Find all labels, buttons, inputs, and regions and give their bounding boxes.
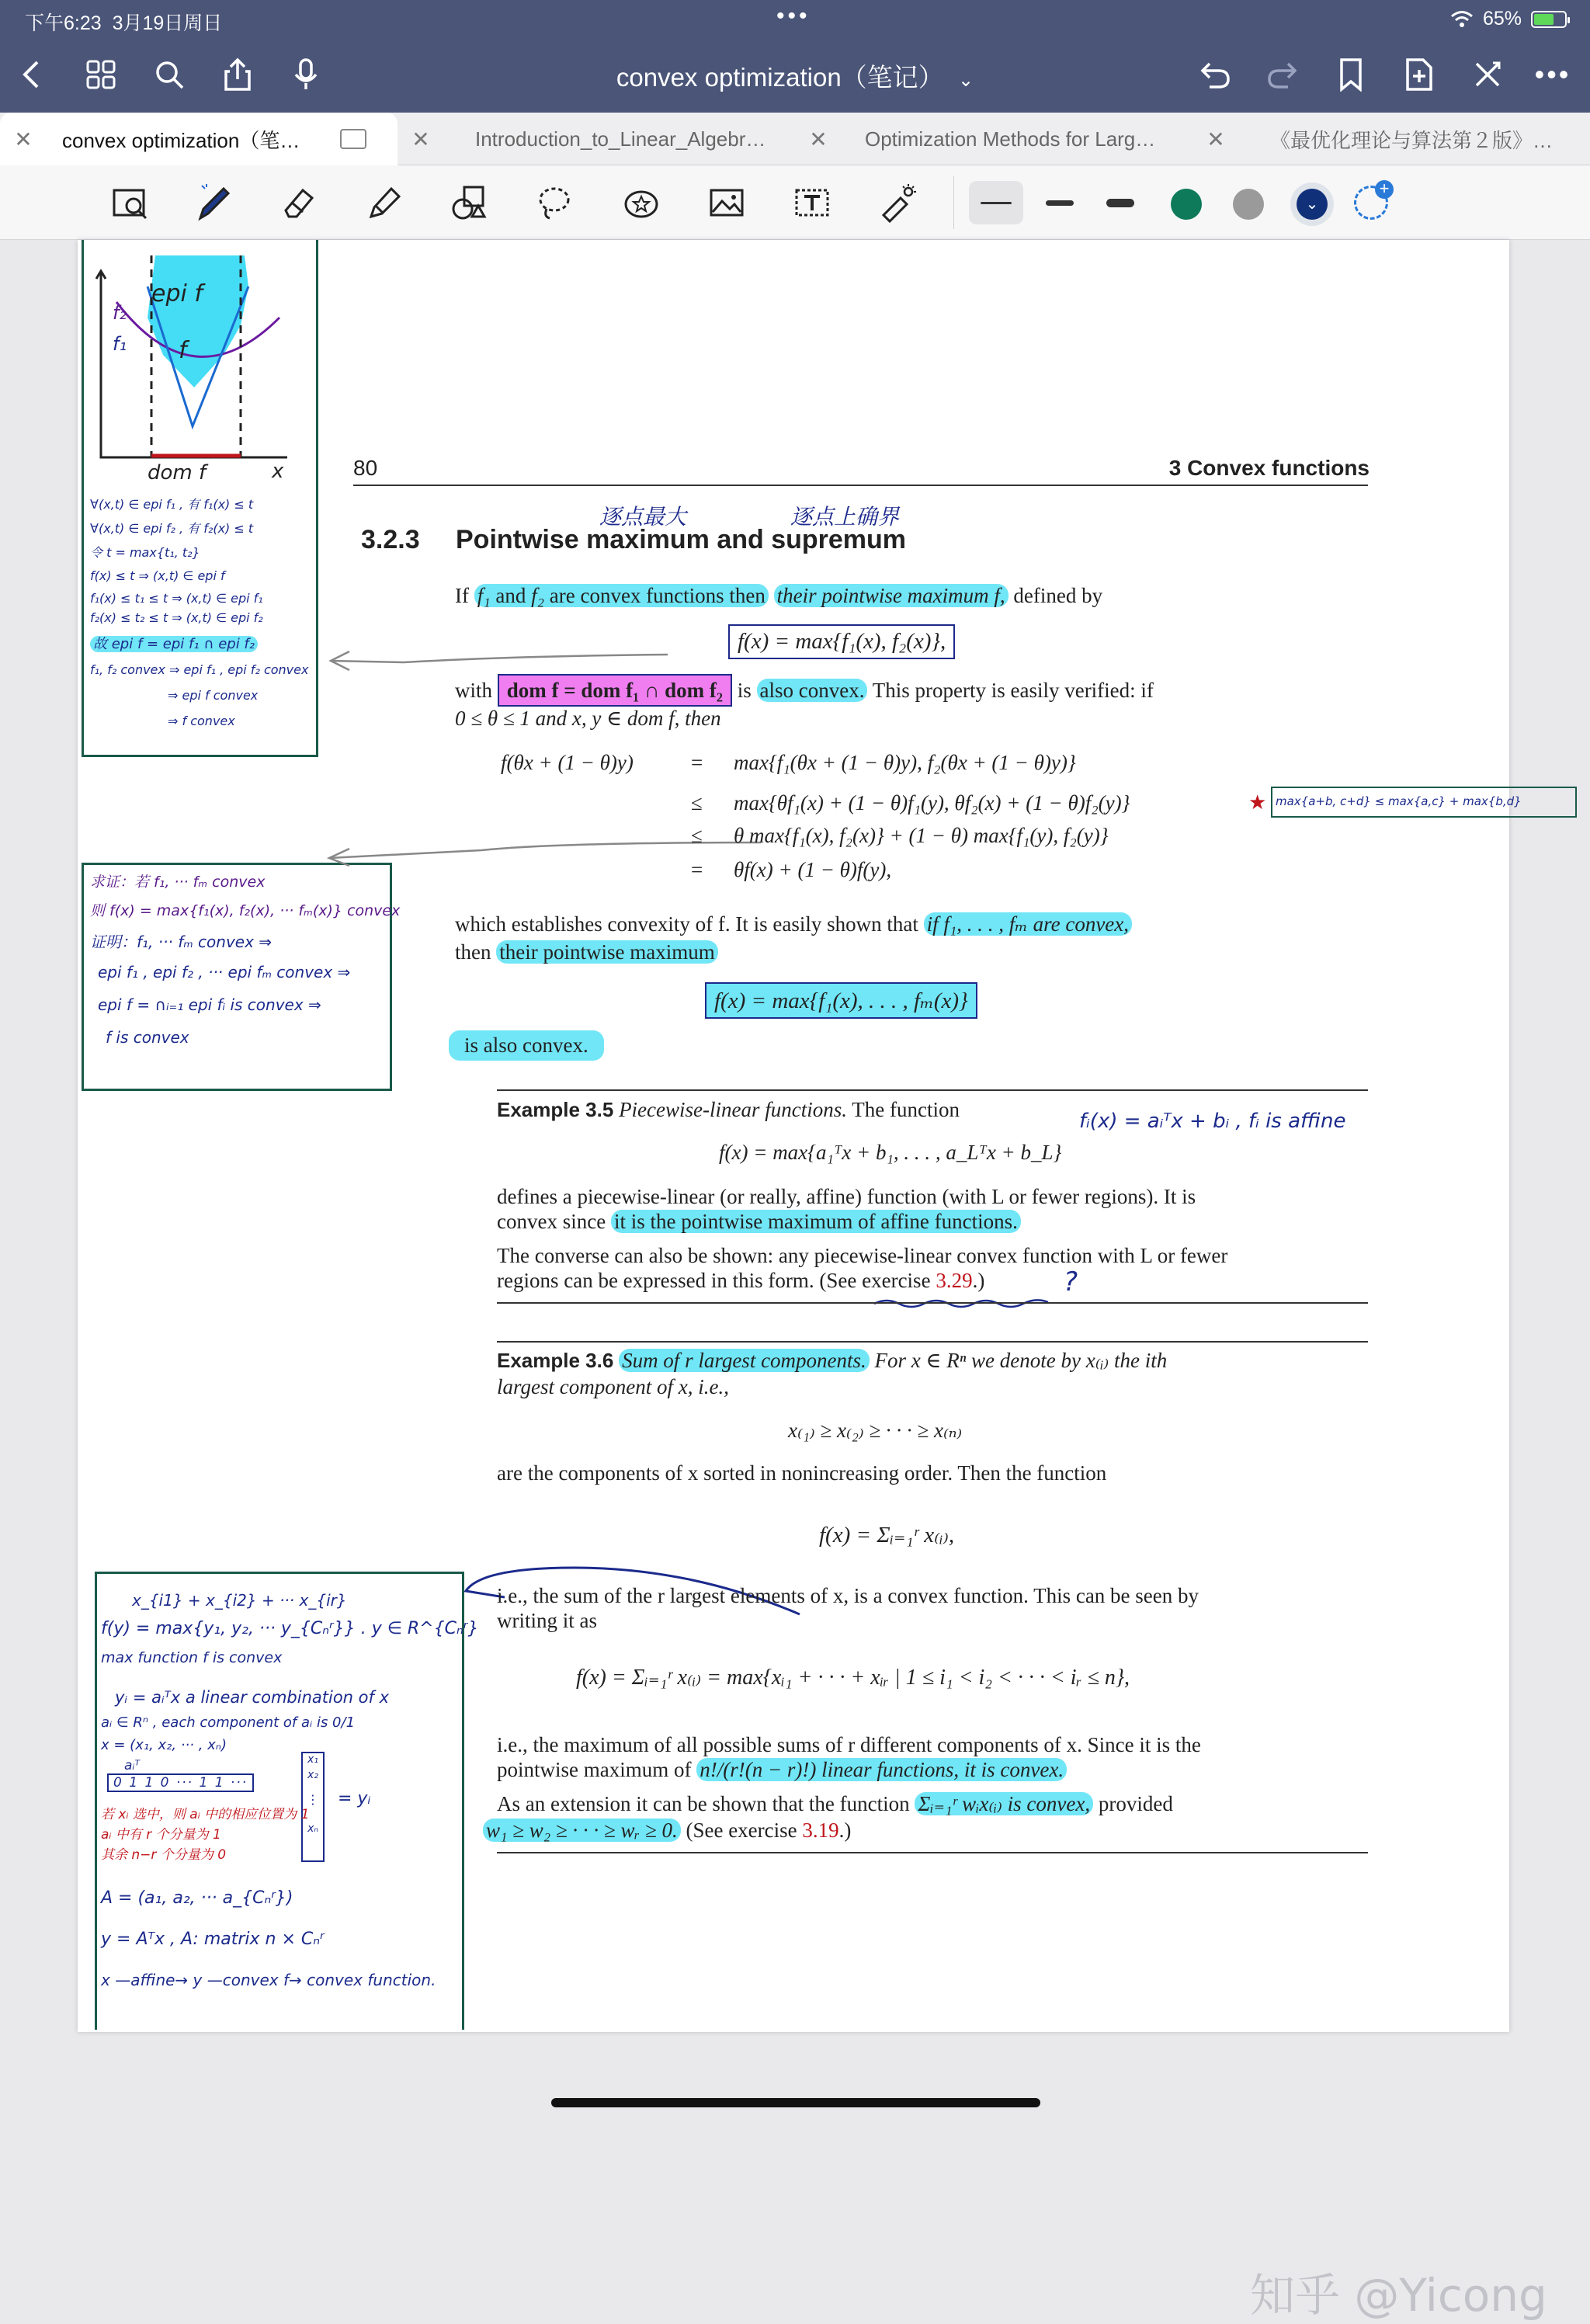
bookmark-icon[interactable] bbox=[1328, 51, 1374, 98]
note-epi-label: epi f bbox=[151, 280, 203, 307]
home-indicator[interactable] bbox=[551, 2098, 1040, 2107]
chapter-header: 3 Convex functions bbox=[1168, 456, 1370, 480]
eq-rhs-3: θ max{f₁(x), f₂(x)} + (1 − θ) max{f₁(y), f₂(y)} bbox=[734, 824, 1109, 847]
laser-pointer-icon[interactable] bbox=[873, 179, 922, 226]
eq-rhs-2: max{θf₁(x) + (1 − θ)f₁(y), θf₂(x) + (1 − θ)f₂(y)} bbox=[734, 791, 1130, 815]
eq-rel-2: ≤ bbox=[691, 791, 703, 815]
status-bar bbox=[0, 0, 1590, 37]
color-navy-selected-button[interactable]: ⌄ bbox=[1290, 182, 1334, 226]
chevron-down-icon[interactable]: ⌄ bbox=[958, 70, 974, 91]
status-time: 下午6:23 3月19日周日 bbox=[25, 12, 223, 34]
add-page-icon[interactable] bbox=[1396, 51, 1442, 98]
close-tab-icon[interactable]: ✕ bbox=[14, 127, 33, 151]
affine-note: fᵢ(x) = aᵢᵀx + bᵢ , fᵢ is affine bbox=[1079, 1110, 1346, 1133]
color-green-button[interactable] bbox=[1171, 189, 1202, 220]
shapes-icon[interactable] bbox=[444, 179, 494, 226]
paragraph-3-end: is also convex. bbox=[449, 1030, 604, 1061]
add-color-icon[interactable]: + bbox=[1354, 186, 1388, 220]
equation-max-f1-f2: f(x) = max{f₁(x), f₂(x)}, bbox=[728, 624, 955, 659]
example-3-5-bottom-rule bbox=[497, 1302, 1368, 1304]
example-3-6-text-8: w₁ ≥ w₂ ≥ · · · ≥ wᵣ ≥ 0. (See exercise 3.19.) bbox=[483, 1819, 851, 1843]
document-title[interactable]: convex optimization（笔记） ⌄ bbox=[616, 63, 974, 92]
paragraph-2: with dom f = dom f₁ ∩ dom f₂ is also convex. This property is easily verified: if bbox=[455, 679, 1154, 703]
example-3-6-text-5: i.e., the maximum of all possible sums of r different components of x. Since it is the bbox=[497, 1733, 1201, 1756]
example-3-6-text-3: i.e., the sum of the r largest elements of x, is a convex function. This can be seen by bbox=[497, 1584, 1199, 1607]
split-view-icon[interactable] bbox=[340, 129, 366, 149]
annot-pointwise-sup: 逐点上确界 bbox=[790, 504, 900, 530]
stroke-thick-button[interactable] bbox=[1093, 181, 1147, 224]
tab-bar bbox=[0, 113, 1590, 165]
battery-icon bbox=[1531, 11, 1567, 28]
stroke-medium-button[interactable] bbox=[1033, 181, 1087, 224]
example-3-6-bottom-rule bbox=[497, 1852, 1368, 1853]
image-icon[interactable] bbox=[702, 179, 752, 226]
note-x-label: x bbox=[272, 460, 284, 483]
lasso-icon[interactable] bbox=[529, 179, 579, 226]
stroke-thin-button[interactable] bbox=[969, 181, 1023, 224]
equation-max-fm: f(x) = max{f₁(x), . . . , fₘ(x)} bbox=[705, 982, 977, 1019]
example-3-6-text-6: pointwise maximum of n!/(r!(n − r)!) linear functions, it is convex. bbox=[497, 1758, 1067, 1782]
question-mark-note: ? bbox=[1064, 1266, 1078, 1297]
paragraph-3-line-2: then their pointwise maximum bbox=[455, 940, 718, 964]
highlighter-icon[interactable] bbox=[359, 179, 408, 226]
document-area[interactable] bbox=[0, 240, 1590, 2322]
tab-optimization-theory[interactable]: ✕ 《最优化理论与算法第２版》… bbox=[1192, 113, 1590, 165]
example-3-6-text-2: are the components of x sorted in nonincreasing order. Then the function bbox=[497, 1461, 1107, 1485]
redo-icon[interactable] bbox=[1259, 51, 1306, 98]
example-3-6-max-eq: f(x) = Σᵢ₌₁ʳ x₍ᵢ₎ = max{xᵢ₁ + · · · + xᵢᵣ | 1 ≤ i₁ < i₂ < · · · < iᵣ ≤ n}, bbox=[576, 1666, 1130, 1690]
example-3-6-top-rule bbox=[497, 1341, 1368, 1343]
wifi-icon bbox=[1450, 10, 1474, 29]
tab-optimization-methods[interactable]: ✕ Optimization Methods for Larg… bbox=[795, 113, 1192, 165]
example-3-6-text-1: largest component of x, i.e., bbox=[497, 1375, 729, 1398]
tab-linear-algebra[interactable]: ✕ Introduction_to_Linear_Algebr… bbox=[398, 113, 795, 165]
example-3-5-top-rule bbox=[497, 1089, 1368, 1091]
undo-icon[interactable] bbox=[1192, 51, 1238, 98]
note-f2-label: f₂ bbox=[113, 302, 127, 324]
eq-rhs-1: max{f₁(θx + (1 − θ)y), f₂(θx + (1 − θ)y)} bbox=[734, 751, 1076, 774]
close-tab-icon[interactable]: ✕ bbox=[809, 127, 828, 151]
battery-percent: 65% bbox=[1482, 8, 1522, 30]
example-3-5-equation: f(x) = max{a₁ᵀx + b₁, . . . , a_Lᵀx + b_L} bbox=[719, 1141, 1062, 1164]
note-sum-r-largest-proof: x_{i1} + x_{i2} + ··· x_{ir} f(y) = max{y₁, y₂, ··· y_{Cₙʳ}} . y ∈ R^{Cₙʳ} max function f is convex yᵢ = aᵢᵀx a linear combination of x aᵢ ∈ Rⁿ , each component of aᵢ is 0/1 x = (x₁, x₂, ··· , xₙ) aᵢᵀ 0 1 1 0 ··· 1 1 ··· x₁ x₂ ⋮ xₙ = yᵢ 若 xᵢ 选中，则 aᵢ 中的相应位置为 1 aᵢ 中有 r 个分量为 1 其余 n−r 个分量为 0 A = (a₁, a₂, ··· a_{Cₙʳ}) y = Aᵀx , A: matrix n × Cₙʳ x —affine→ y —convex f→ convex function. bbox=[101, 1591, 479, 1989]
note-m-functions-proof: 求证：若 f₁, ··· fₘ convex 则 f(x) = max{f₁(x), f₂(x), ··· fₘ(x)} convex 证明：f₁, ··· fₘ convex ⇒ epi f₁ , epi f₂ , ··· epi fₘ convex ⇒ epi f = ∩ᵢ₌₁ epi fᵢ is convex ⇒ f is convex bbox=[90, 874, 401, 1047]
star-icon: ★ bbox=[1248, 791, 1267, 815]
example-3-6-sum-eq: f(x) = Σᵢ₌₁ʳ x₍ᵢ₎, bbox=[819, 1523, 955, 1548]
example-3-5-text-2: convex since it is the pointwise maximum of affine functions. bbox=[497, 1210, 1021, 1234]
toolbar-divider bbox=[953, 176, 954, 229]
annotation-toolbar bbox=[0, 165, 1590, 240]
header-rule bbox=[353, 485, 1368, 486]
annot-pointwise-max: 逐点最大 bbox=[599, 504, 687, 530]
section-number: 3.2.3 bbox=[361, 525, 420, 554]
epigraph-sketch bbox=[85, 240, 318, 496]
paragraph-3: which establishes convexity of f. It is easily shown that if f₁, . . . , fₘ are convex, bbox=[455, 912, 1132, 936]
multitask-dots-icon[interactable]: ••• bbox=[776, 3, 811, 29]
example-3-6-heading: Example 3.6 Sum of r largest components. For x ∈ Rⁿ we denote by x₍ᵢ₎ the ith bbox=[497, 1349, 1168, 1372]
squiggle-underline bbox=[871, 1296, 1050, 1311]
page-number: 80 bbox=[353, 456, 378, 480]
note-f-label: f bbox=[179, 337, 187, 364]
color-gray-button[interactable] bbox=[1233, 189, 1264, 220]
example-3-6-text-4: writing it as bbox=[497, 1609, 597, 1632]
pdf-page[interactable] bbox=[78, 240, 1522, 2032]
close-tab-icon[interactable]: ✕ bbox=[411, 127, 430, 151]
eq-lhs: f(θx + (1 − θ)y) bbox=[501, 751, 634, 774]
eq-rhs-4: θf(x) + (1 − θ)f(y), bbox=[734, 858, 892, 881]
pen-icon[interactable] bbox=[189, 179, 239, 226]
example-3-6-text-7: As an extension it can be shown that the function Σᵢ₌₁ʳ wᵢx₍ᵢ₎ is convex, provided bbox=[497, 1792, 1173, 1815]
nav-bar bbox=[0, 37, 1590, 113]
sticker-icon[interactable] bbox=[616, 179, 666, 226]
note-domf-label: dom f bbox=[148, 461, 207, 485]
example-3-5-heading: Example 3.5 Piecewise-linear functions. The function bbox=[497, 1098, 960, 1121]
x-vector-box: x₁ x₂ ⋮ xₙ bbox=[301, 1752, 325, 1862]
section-title: Pointwise maximum and supremum bbox=[456, 525, 907, 554]
example-3-5-text-4: regions can be expressed in this form. (See exercise 3.29.) bbox=[497, 1269, 985, 1292]
text-box-icon[interactable] bbox=[787, 179, 837, 226]
inequality-note: max{a+b, c+d} ≤ max{a,c} + max{b,d} bbox=[1271, 787, 1577, 818]
close-tab-icon[interactable]: ✕ bbox=[1206, 127, 1225, 151]
eq-rel-4: = bbox=[691, 858, 703, 881]
paragraph-2-line-2: 0 ≤ θ ≤ 1 and x, y ∈ dom f, then bbox=[455, 707, 721, 730]
eq-rel-3: ≤ bbox=[691, 824, 703, 847]
note-f1-label: f₁ bbox=[113, 333, 127, 355]
watermark: 知乎 @Yicong bbox=[1250, 2269, 1547, 2322]
zoom-window-icon[interactable] bbox=[106, 179, 155, 226]
tab-convex-optimization[interactable]: ✕ convex optimization（笔… bbox=[0, 113, 398, 165]
note-epigraph-proof: ∀(x,t) ∈ epi f₁ , 有 f₁(x) ≤ t ∀(x,t) ∈ epi f₂ , 有 f₂(x) ≤ t 令 t = max{t₁, t₂} f(x) ≤ t ⇒ (x,t) ∈ epi f f₁(x) ≤ t₁ ≤ t ⇒ (x,t) ∈ epi f₁ f₂(x) ≤ t₂ ≤ t ⇒ (x,t) ∈ epi f₂ 故 epi f = epi f₁ ∩ epi f₂ f₁, f₂ convex ⇒ epi f₁ , epi f₂ convex ⇒ epi f convex ⇒ f convex bbox=[90, 497, 309, 728]
eraser-icon[interactable] bbox=[273, 179, 323, 226]
example-3-5-text-3: The converse can also be shown: any piecewise-linear convex function with L or fewer bbox=[497, 1244, 1228, 1267]
close-tools-icon[interactable] bbox=[1464, 51, 1511, 98]
paragraph-1: If f₁ and f₂ are convex functions then their pointwise maximum f, defined by bbox=[455, 584, 1103, 607]
more-icon[interactable]: ••• bbox=[1534, 58, 1571, 90]
example-3-6-order-eq: x₍₁₎ ≥ x₍₂₎ ≥ · · · ≥ x₍ₙ₎ bbox=[788, 1419, 963, 1442]
eq-rel-1: = bbox=[691, 751, 703, 774]
example-3-5-text-1: defines a piecewise-linear (or really, affine) function (with L or fewer regions). It is bbox=[497, 1185, 1196, 1208]
